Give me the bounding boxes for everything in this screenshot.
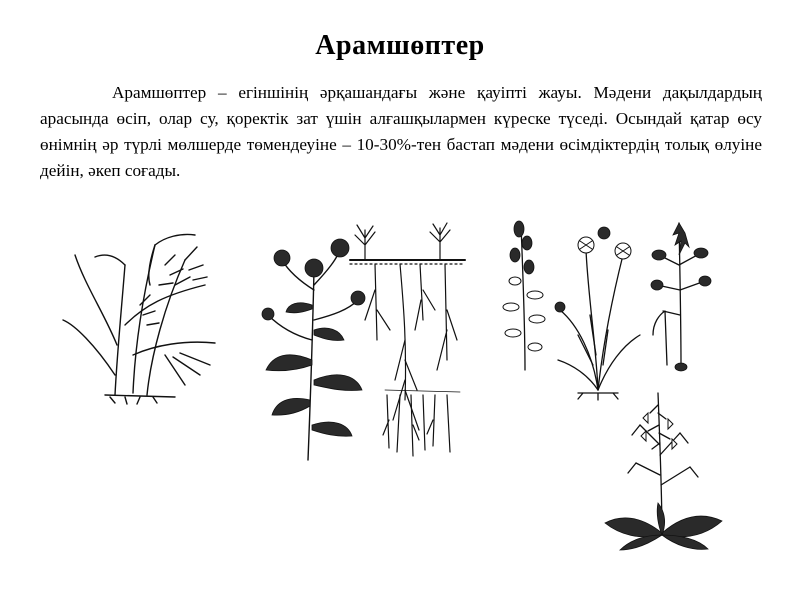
cornflower-weed-illustration bbox=[548, 215, 648, 400]
body-paragraph: Арамшөптер – егіншінің әрқашандағы және қауіпті жауы. Мәдени дақылдардың арасында өсіп, олар су, қоректік зат үшін алғашқылармен күреске түседі. Осындай қатар өсу өнімнің әр түрлі мөлшерде төмендеуіне – 10-30%-тен бастап мәдени өсімдіктердің толық өлуіне дейін, әкеп соғады. bbox=[40, 83, 762, 180]
toadflax-weed-illustration bbox=[495, 215, 555, 375]
grass-weed-illustration bbox=[55, 225, 220, 405]
wormwood-weed-illustration bbox=[645, 215, 715, 375]
page-title: Арамшөптер bbox=[315, 30, 485, 61]
shepherds-purse-weed-illustration bbox=[600, 385, 730, 555]
root-system-illustration bbox=[345, 220, 470, 460]
